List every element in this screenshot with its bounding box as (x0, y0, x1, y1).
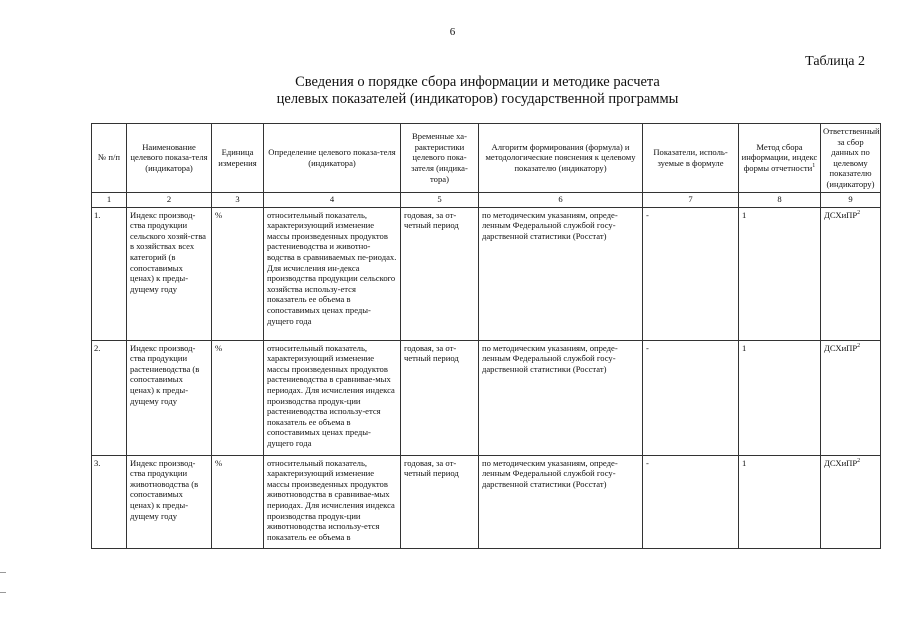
table-row (92, 455, 881, 548)
column-number: 2 (127, 192, 212, 207)
formula-indicators: - (643, 207, 739, 340)
responsible (821, 340, 881, 455)
responsible-text: ДСХиПР (824, 457, 858, 468)
document-title (0, 74, 905, 108)
indicators-table (91, 123, 881, 549)
collection-method: 1 (739, 340, 821, 455)
header-method (739, 124, 821, 193)
indicator-name: Индекс производ-ства продукции растениеводства (в сопоставимых ценах) к преды-дущему году (127, 340, 212, 455)
column-number: 8 (739, 192, 821, 207)
column-number: 4 (264, 192, 401, 207)
algorithm: по методическим указаниям, опреде-ленным Федеральной службой госу-дарственной статистики (Росстат) (479, 207, 643, 340)
definition: относительный показатель, характеризующий изменение массы произведенных продуктов растениеводства и животно-водства в сравниваемых пе-риодах. Для исчисления ин-декса производства продукции сельского хозяйства использу-ется показатель ее объема в сопоставимых ценах преды-дущего года (264, 207, 401, 340)
formula-indicators: - (643, 455, 739, 548)
header-name: Наименование целевого показа-теля (индикатора) (127, 124, 212, 193)
table-row (92, 340, 881, 455)
indicator-name: Индекс производ-ства продукции животноводства (в сопоставимых ценах) к преды-дущему году (127, 455, 212, 548)
header-unit: Единица измерения (212, 124, 264, 193)
row-number: 3. (92, 455, 127, 548)
column-number: 1 (92, 192, 127, 207)
collection-method: 1 (739, 207, 821, 340)
responsible-text: ДСХиПР (824, 342, 858, 353)
column-number: 7 (643, 192, 739, 207)
header-responsible: Ответственный за сбор данных по целевому показателю (индикатору) (821, 124, 881, 193)
responsible (821, 455, 881, 548)
title-line-1: Сведения о порядке сбора информации и методике расчета (295, 74, 660, 90)
title-line-2: целевых показателей (индикаторов) государственной программы (276, 91, 679, 107)
table-label: Таблица 2 (805, 54, 865, 69)
header-algorithm: Алгоритм формирования (формула) и методологические пояснения к целевому показателю (индикатору) (479, 124, 643, 193)
header-row (92, 124, 881, 193)
row-number: 1. (92, 207, 127, 340)
scan-edge-mark (0, 592, 6, 593)
responsible-text: ДСХиПР (824, 209, 858, 220)
responsible-footnote: 2 (857, 342, 861, 349)
responsible (821, 207, 881, 340)
unit: % (212, 340, 264, 455)
page-number: 6 (449, 26, 456, 38)
indicator-name: Индекс производ-ства продукции сельского хозяй-ства в хозяйствах всех категорий (в сопоставимых ценах) к преды-дущему году (127, 207, 212, 340)
header-method-text: Метод сбора информации, индекс формы отчетности (741, 141, 818, 174)
column-number: 9 (821, 192, 881, 207)
header-indicators: Показатели, исполь-зуемые в формуле (643, 124, 739, 193)
definition: относительный показатель, характеризующий изменение массы произведенных продуктов животноводства в сравнивае-мых периодах. Для исчисления индекса производства продук-ции животноводства использу-ется показатель ее объема в (264, 455, 401, 548)
formula-indicators: - (643, 340, 739, 455)
collection-method: 1 (739, 455, 821, 548)
column-number: 5 (401, 192, 479, 207)
column-number: 6 (479, 192, 643, 207)
table-row (92, 207, 881, 340)
time-characteristic: годовая, за от-четный период (401, 455, 479, 548)
responsible-footnote: 2 (857, 209, 861, 216)
row-number: 2. (92, 340, 127, 455)
unit: % (212, 455, 264, 548)
unit: % (212, 207, 264, 340)
column-number-row (92, 192, 881, 207)
definition: относительный показатель, характеризующий изменение массы произведенных продуктов растениеводства в сравнивае-мых периодах. Для исчисления индекса производства продук-ции растениеводства использу-ется показатель ее объема в сопоставимых ценах преды-дущего года (264, 340, 401, 455)
responsible-footnote: 2 (857, 457, 861, 464)
header-definition: Определение целевого показа-теля (индикатора) (264, 124, 401, 193)
scan-edge-mark (0, 572, 6, 573)
header-time: Временные ха-рактеристики целевого пока-зателя (индика-тора) (401, 124, 479, 193)
algorithm: по методическим указаниям, опреде-ленным Федеральной службой госу-дарственной статистики (Росстат) (479, 455, 643, 548)
algorithm: по методическим указаниям, опреде-ленным Федеральной службой госу-дарственной статистики (Росстат) (479, 340, 643, 455)
column-number: 3 (212, 192, 264, 207)
time-characteristic: годовая, за от-четный период (401, 207, 479, 340)
header-no: № п/п (92, 124, 127, 193)
time-characteristic: годовая, за от-четный период (401, 340, 479, 455)
footnote-mark: 1 (812, 163, 816, 170)
